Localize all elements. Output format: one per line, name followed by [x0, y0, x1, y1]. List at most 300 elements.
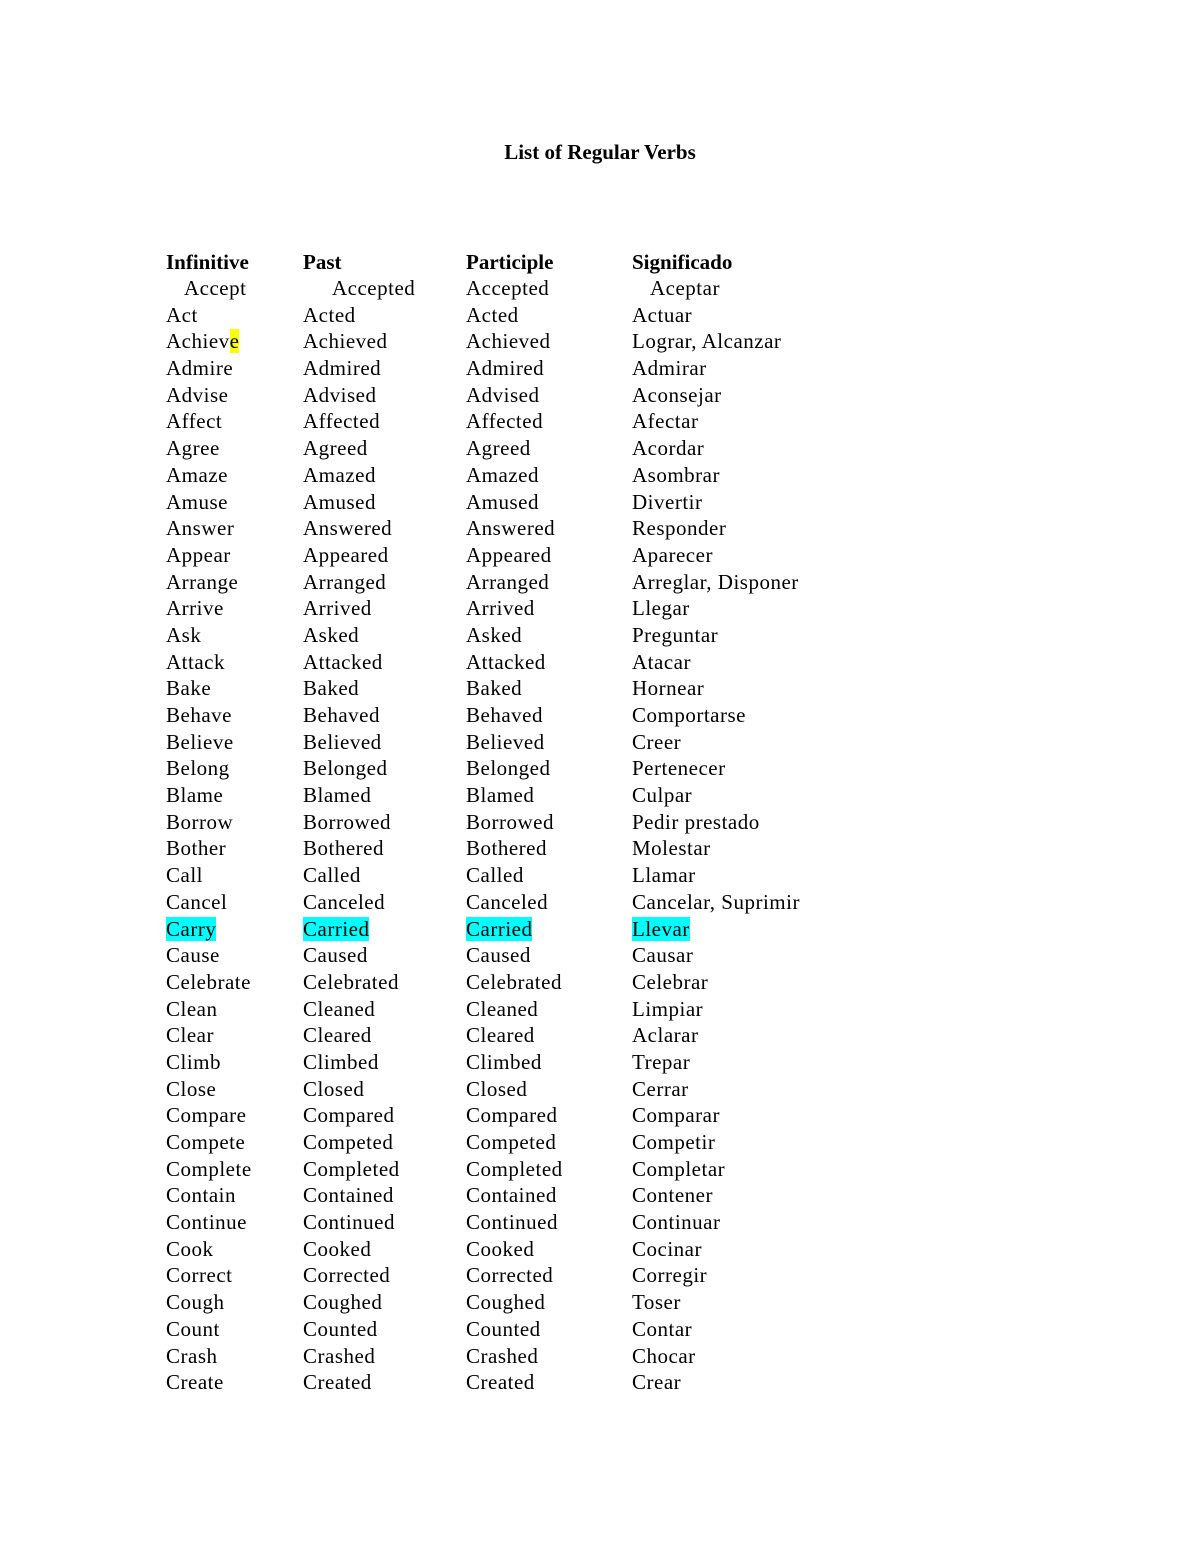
- significado-cell: [632, 1236, 702, 1262]
- significado-text: Cancelar, Suprimir: [632, 889, 800, 914]
- participle-text: Completed: [466, 1156, 563, 1181]
- table-row: [0, 1369, 1200, 1396]
- past-cell: [303, 1262, 390, 1288]
- participle-cell: [466, 702, 543, 728]
- participle-text: Cooked: [466, 1236, 535, 1261]
- significado-cell: [632, 302, 692, 328]
- significado-cell: [632, 702, 746, 728]
- infinitive-text: Arrange: [166, 569, 239, 594]
- participle-text: Carried: [466, 916, 533, 941]
- table-row: [0, 275, 1200, 302]
- table-row: [0, 1182, 1200, 1209]
- table-row: [0, 702, 1200, 729]
- significado-text: Contar: [632, 1316, 693, 1341]
- infinitive-cell: [166, 1102, 246, 1128]
- past-cell: [303, 916, 369, 942]
- participle-cell: [466, 595, 535, 621]
- participle-text: Belonged: [466, 756, 551, 781]
- past-text: Contained: [303, 1183, 394, 1208]
- table-row: [0, 675, 1200, 702]
- participle-text: Created: [466, 1370, 535, 1395]
- significado-cell: [632, 755, 726, 781]
- table-row: [0, 782, 1200, 809]
- participle-cell: [466, 969, 562, 995]
- infinitive-text: Behave: [166, 703, 232, 727]
- participle-text: Bothered: [466, 836, 547, 861]
- participle-cell: [466, 1156, 563, 1182]
- verb-table: [0, 249, 1200, 1396]
- participle-cell: [466, 942, 531, 968]
- significado-cell: [632, 996, 703, 1022]
- significado-text: Cerrar: [632, 1076, 689, 1101]
- infinitive-text: Amaze: [166, 462, 228, 487]
- infinitive-text: Appear: [166, 542, 231, 567]
- significado-cell: [632, 889, 800, 915]
- table-row: [0, 649, 1200, 676]
- participle-cell: [466, 809, 554, 835]
- infinitive-text: Close: [166, 1076, 217, 1101]
- significado-cell: [632, 1343, 696, 1369]
- significado-text: Pedir prestado: [632, 809, 760, 834]
- infinitive-text: Bother: [166, 836, 227, 861]
- significado-text: Molestar: [632, 836, 711, 861]
- infinitive-cell: [166, 1209, 247, 1235]
- infinitive-text: Cough: [166, 1290, 225, 1315]
- participle-text: Closed: [466, 1076, 528, 1101]
- significado-cell: [632, 1076, 689, 1102]
- past-cell: [303, 1289, 382, 1315]
- infinitive-cell: [166, 755, 230, 781]
- participle-cell: [466, 649, 546, 675]
- table-header: [0, 249, 1200, 275]
- participle-cell: [466, 382, 540, 408]
- participle-cell: [466, 1236, 534, 1262]
- participle-cell: [466, 1343, 538, 1369]
- table-row: [0, 328, 1200, 355]
- infinitive-text: Celebrate: [166, 969, 251, 994]
- infinitive-text: Achiev: [166, 329, 230, 354]
- infinitive-text: Compare: [166, 1103, 247, 1128]
- participle-cell: [466, 916, 532, 942]
- infinitive-text: Affect: [166, 409, 223, 434]
- infinitive-cell: [166, 675, 211, 701]
- significado-cell: [632, 1129, 715, 1155]
- past-text: Appeared: [303, 542, 389, 567]
- significado-text: Atacar: [632, 649, 691, 674]
- past-text: Accepted: [332, 276, 416, 300]
- infinitive-text: Cook: [166, 1236, 214, 1261]
- significado-text: Competir: [632, 1130, 716, 1154]
- infinitive-text: Bake: [166, 676, 212, 701]
- past-text: Agreed: [303, 436, 368, 461]
- infinitive-text: Call: [166, 863, 203, 888]
- past-cell: [303, 408, 380, 434]
- infinitive-cell: [166, 1049, 221, 1075]
- past-cell: [303, 382, 377, 408]
- past-text: Canceled: [303, 889, 386, 914]
- significado-cell: [632, 569, 799, 595]
- participle-text: Believed: [466, 729, 545, 754]
- past-text: Affected: [303, 409, 381, 434]
- infinitive-cell: [166, 489, 228, 515]
- past-cell: [303, 1022, 372, 1048]
- significado-cell: [632, 1209, 721, 1235]
- infinitive-text: Carry: [166, 916, 217, 941]
- significado-text: Contener: [632, 1183, 713, 1208]
- past-text: Carried: [303, 916, 370, 941]
- infinitive-cell: [166, 1129, 245, 1155]
- past-cell: [303, 1102, 394, 1128]
- past-text: Amazed: [303, 462, 376, 487]
- past-text: Arrived: [303, 596, 372, 621]
- infinitive-cell: [166, 889, 227, 915]
- past-cell: [303, 435, 368, 461]
- past-text: Attacked: [303, 649, 383, 674]
- infinitive-cell: [166, 916, 216, 942]
- significado-cell: [632, 729, 681, 755]
- participle-text: Compared: [466, 1103, 558, 1128]
- significado-text: Cocinar: [632, 1236, 702, 1261]
- infinitive-text: Cause: [166, 943, 220, 968]
- table-row: [0, 916, 1200, 943]
- past-text: Answered: [303, 516, 393, 541]
- table-row: [0, 1209, 1200, 1236]
- significado-text: Asombrar: [632, 462, 720, 487]
- participle-text: Cleared: [466, 1023, 535, 1048]
- past-cell: [303, 835, 384, 861]
- participle-text: Amazed: [466, 462, 539, 487]
- past-cell: [303, 1156, 400, 1182]
- significado-cell: [632, 435, 704, 461]
- infinitive-cell: [166, 462, 228, 488]
- past-text: Created: [303, 1370, 372, 1395]
- participle-text: Answered: [466, 516, 556, 541]
- infinitive-cell: [166, 1316, 220, 1342]
- participle-text: Achieved: [466, 329, 551, 354]
- past-text: Behaved: [303, 703, 380, 727]
- infinitive-text: Compete: [166, 1130, 246, 1154]
- past-text: Achieved: [303, 329, 388, 354]
- participle-cell: [466, 1076, 527, 1102]
- infinitive-text: Attack: [166, 649, 225, 674]
- past-text: Cleared: [303, 1023, 372, 1048]
- participle-cell: [466, 1369, 535, 1395]
- infinitive-cell: [166, 996, 217, 1022]
- participle-text: Blamed: [466, 783, 535, 808]
- infinitive-text: Clear: [166, 1023, 214, 1048]
- participle-cell: [466, 729, 545, 755]
- infinitive-cell: [166, 542, 231, 568]
- participle-cell: [466, 1022, 535, 1048]
- past-text: Advised: [303, 382, 377, 407]
- significado-cell: [632, 649, 691, 675]
- table-row: [0, 462, 1200, 489]
- infinitive-text: Continue: [166, 1210, 247, 1235]
- past-cell: [303, 462, 376, 488]
- participle-cell: [466, 1316, 541, 1342]
- header-infinitive: Infinitive: [166, 250, 249, 274]
- participle-cell: [466, 782, 534, 808]
- significado-text: Responder: [632, 516, 727, 541]
- table-row: [0, 355, 1200, 382]
- past-text: Arranged: [303, 569, 387, 594]
- table-row: [0, 1129, 1200, 1156]
- participle-text: Affected: [466, 409, 544, 434]
- participle-text: Behaved: [466, 703, 543, 727]
- table-row: [0, 1049, 1200, 1076]
- table-row: [0, 729, 1200, 756]
- past-cell: [303, 1129, 393, 1155]
- infinitive-cell: [184, 275, 246, 301]
- infinitive-text: Belong: [166, 756, 230, 781]
- past-text: Cooked: [303, 1236, 372, 1261]
- significado-cell: [632, 862, 696, 888]
- significado-text: Continuar: [632, 1210, 721, 1235]
- infinitive-cell: [166, 835, 226, 861]
- infinitive-cell: [166, 382, 229, 408]
- past-cell: [303, 569, 386, 595]
- past-cell: [303, 862, 361, 888]
- table-row: [0, 435, 1200, 462]
- infinitive-cell: [166, 328, 239, 354]
- significado-text: Crear: [632, 1370, 682, 1395]
- past-text: Belonged: [303, 756, 388, 781]
- significado-text: Llegar: [632, 596, 690, 621]
- participle-text: Caused: [466, 943, 531, 968]
- table-row: [0, 515, 1200, 542]
- participle-text: Baked: [466, 676, 523, 701]
- infinitive-cell: [166, 649, 225, 675]
- past-cell: [303, 942, 368, 968]
- participle-text: Continued: [466, 1210, 558, 1235]
- significado-cell: [632, 916, 690, 942]
- infinitive-text: Act: [166, 302, 198, 327]
- past-cell: [303, 649, 383, 675]
- participle-text: Borrowed: [466, 809, 554, 834]
- past-text: Competed: [303, 1130, 394, 1154]
- past-cell: [303, 1182, 394, 1208]
- participle-text: Agreed: [466, 436, 531, 461]
- significado-cell: [632, 595, 690, 621]
- infinitive-cell: [166, 809, 233, 835]
- infinitive-text: Admire: [166, 356, 234, 381]
- infinitive-cell: [166, 969, 251, 995]
- significado-cell: [632, 328, 781, 354]
- significado-cell: [632, 1369, 681, 1395]
- significado-text: Limpiar: [632, 996, 704, 1021]
- table-row: [0, 1156, 1200, 1183]
- significado-cell: [632, 942, 693, 968]
- participle-text: Climbed: [466, 1049, 542, 1074]
- table-row: [0, 622, 1200, 649]
- infinitive-cell: [166, 1262, 232, 1288]
- table-row: [0, 1236, 1200, 1263]
- past-cell: [303, 515, 392, 541]
- table-row: [0, 862, 1200, 889]
- table-row: [0, 408, 1200, 435]
- participle-text: Appeared: [466, 542, 552, 567]
- significado-cell: [632, 1156, 725, 1182]
- past-cell: [303, 1209, 395, 1235]
- table-row: [0, 569, 1200, 596]
- past-text: Coughed: [303, 1290, 383, 1315]
- significado-text: Celebrar: [632, 969, 709, 994]
- participle-cell: [466, 1209, 558, 1235]
- infinitive-cell: [166, 595, 224, 621]
- significado-text: Aceptar: [650, 276, 720, 300]
- infinitive-cell: [166, 435, 220, 461]
- past-cell: [303, 755, 387, 781]
- past-cell: [303, 1369, 372, 1395]
- document-title: List of Regular Verbs: [504, 140, 696, 164]
- infinitive-cell: [166, 1156, 252, 1182]
- infinitive-cell: [166, 408, 222, 434]
- significado-text: Admirar: [632, 356, 707, 381]
- infinitive-text: Accept: [184, 276, 247, 300]
- header-significado: Significado: [632, 250, 733, 274]
- table-row: [0, 1076, 1200, 1103]
- significado-cell: [632, 542, 713, 568]
- significado-text: Acordar: [632, 436, 705, 461]
- past-text: Counted: [303, 1316, 378, 1341]
- past-cell: [303, 969, 399, 995]
- table-row: [0, 996, 1200, 1023]
- past-cell: [303, 996, 375, 1022]
- past-text: Continued: [303, 1210, 395, 1235]
- past-text: Crashed: [303, 1343, 376, 1368]
- infinitive-text: Blame: [166, 783, 224, 808]
- participle-text: Admired: [466, 356, 545, 381]
- highlighted-letter: e: [229, 329, 240, 354]
- participle-cell: [466, 755, 550, 781]
- significado-text: Hornear: [632, 676, 705, 701]
- participle-cell: [466, 1289, 545, 1315]
- table-row: [0, 809, 1200, 836]
- significado-cell: [632, 382, 722, 408]
- past-cell: [303, 675, 359, 701]
- past-cell: [332, 275, 415, 301]
- significado-cell: [632, 782, 692, 808]
- table-row: [0, 889, 1200, 916]
- infinitive-text: Ask: [166, 622, 202, 647]
- infinitive-cell: [166, 622, 201, 648]
- infinitive-cell: [166, 355, 233, 381]
- infinitive-text: Amuse: [166, 489, 228, 514]
- participle-text: Amused: [466, 489, 539, 514]
- participle-text: Counted: [466, 1316, 541, 1341]
- significado-cell: [632, 622, 718, 648]
- significado-text: Toser: [632, 1290, 681, 1315]
- participle-cell: [466, 1129, 556, 1155]
- significado-text: Lograr, Alcanzar: [632, 329, 782, 354]
- participle-cell: [466, 355, 544, 381]
- significado-cell: [632, 1022, 698, 1048]
- participle-text: Arranged: [466, 569, 550, 594]
- infinitive-text: Climb: [166, 1049, 222, 1074]
- infinitive-text: Arrive: [166, 596, 224, 621]
- past-text: Corrected: [303, 1263, 391, 1288]
- significado-cell: [632, 489, 702, 515]
- infinitive-text: Believe: [166, 729, 234, 754]
- infinitive-cell: [166, 942, 220, 968]
- participle-cell: [466, 835, 547, 861]
- past-cell: [303, 542, 389, 568]
- table-row: [0, 542, 1200, 569]
- participle-text: Corrected: [466, 1263, 554, 1288]
- past-text: Completed: [303, 1156, 400, 1181]
- infinitive-cell: [166, 702, 232, 728]
- significado-cell: [632, 835, 711, 861]
- infinitive-cell: [166, 1369, 224, 1395]
- significado-cell: [632, 1102, 720, 1128]
- significado-text: Causar: [632, 943, 694, 968]
- significado-cell: [632, 1182, 713, 1208]
- participle-text: Attacked: [466, 649, 546, 674]
- header-participle: Participle: [466, 250, 554, 274]
- past-cell: [303, 809, 391, 835]
- table-row: [0, 1289, 1200, 1316]
- past-cell: [303, 782, 371, 808]
- participle-cell: [466, 996, 538, 1022]
- participle-cell: [466, 1049, 542, 1075]
- past-text: Caused: [303, 943, 368, 968]
- participle-cell: [466, 275, 549, 301]
- infinitive-cell: [166, 569, 238, 595]
- infinitive-text: Crash: [166, 1343, 218, 1368]
- past-cell: [303, 1076, 364, 1102]
- participle-cell: [466, 1262, 553, 1288]
- past-text: Believed: [303, 729, 382, 754]
- infinitive-cell: [166, 729, 234, 755]
- infinitive-text: Complete: [166, 1156, 252, 1181]
- participle-text: Accepted: [466, 276, 550, 300]
- table-row: [0, 1343, 1200, 1370]
- past-text: Celebrated: [303, 969, 399, 994]
- significado-text: Llamar: [632, 863, 696, 888]
- significado-cell: [632, 408, 698, 434]
- infinitive-text: Contain: [166, 1183, 236, 1208]
- infinitive-text: Clean: [166, 996, 218, 1021]
- significado-cell: [632, 809, 760, 835]
- infinitive-cell: [166, 1076, 216, 1102]
- participle-text: Competed: [466, 1130, 557, 1154]
- participle-text: Acted: [466, 302, 519, 327]
- past-text: Bothered: [303, 836, 384, 861]
- table-row: [0, 942, 1200, 969]
- past-cell: [303, 489, 376, 515]
- significado-text: Divertir: [632, 489, 703, 514]
- participle-cell: [466, 542, 552, 568]
- participle-text: Arrived: [466, 596, 535, 621]
- past-cell: [303, 622, 359, 648]
- participle-cell: [466, 302, 519, 328]
- past-cell: [303, 595, 372, 621]
- infinitive-text: Advise: [166, 382, 229, 407]
- participle-text: Asked: [466, 622, 523, 647]
- infinitive-text: Agree: [166, 436, 220, 461]
- infinitive-cell: [166, 1343, 218, 1369]
- past-cell: [303, 1343, 375, 1369]
- significado-text: Aconsejar: [632, 382, 722, 407]
- table-row: [0, 755, 1200, 782]
- infinitive-cell: [166, 1236, 214, 1262]
- infinitive-cell: [166, 515, 234, 541]
- participle-cell: [466, 889, 548, 915]
- participle-text: Coughed: [466, 1290, 546, 1315]
- infinitive-cell: [166, 1022, 214, 1048]
- participle-text: Contained: [466, 1183, 557, 1208]
- table-row: [0, 969, 1200, 996]
